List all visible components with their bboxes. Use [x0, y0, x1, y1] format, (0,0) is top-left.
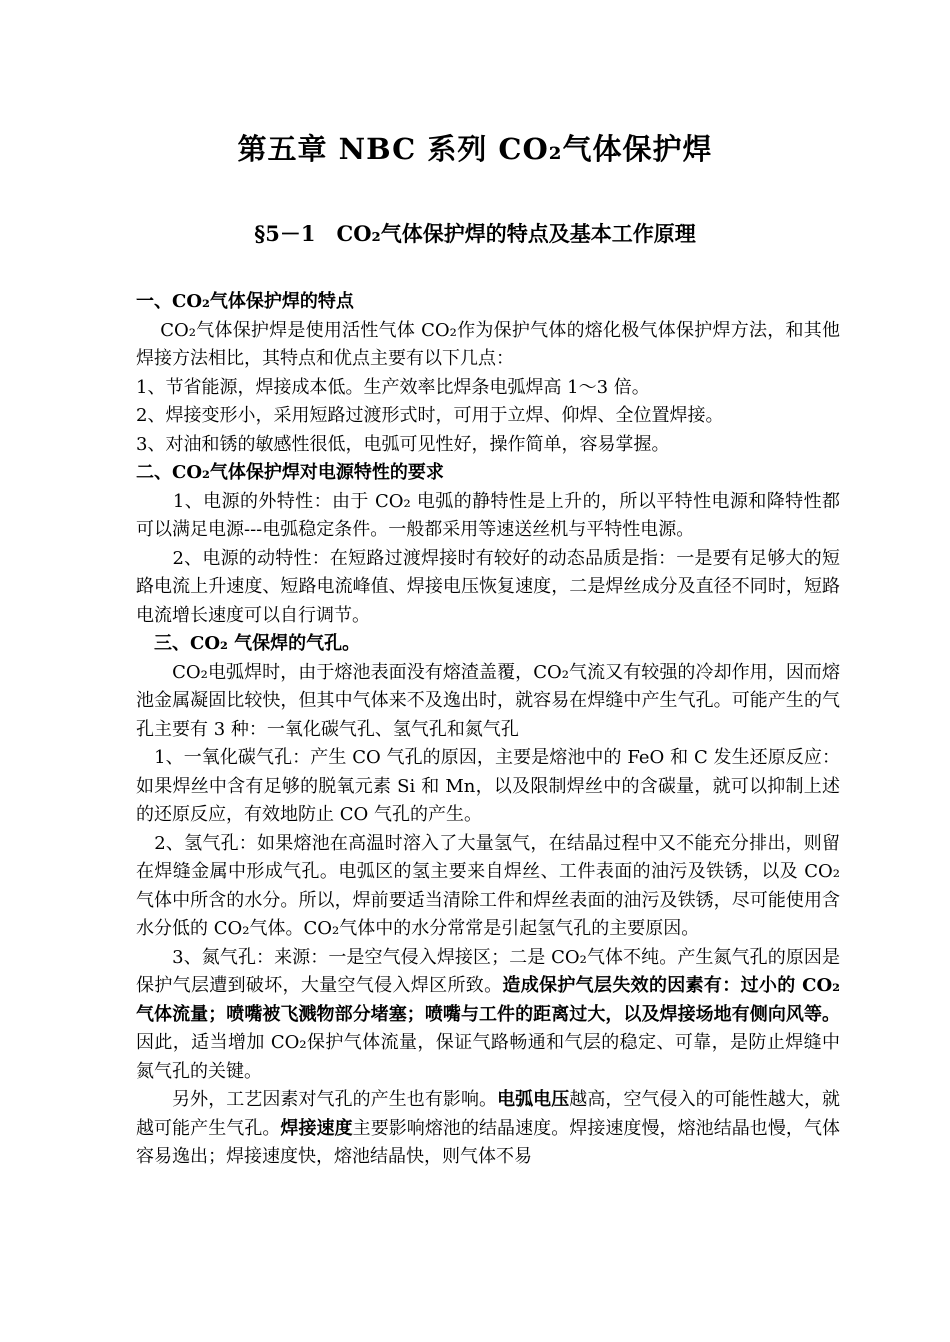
list-item: 1、节省能源，焊接成本低。生产效率比焊条电弧焊高 1～3 倍。 [136, 376, 650, 398]
paragraph: 2、电源的动特性：在短路过渡焊接时有较好的动态品质是指：一是要有足够大的短路电流上升速度、短路电流峰值、焊接电压恢复速度，二是焊丝成分及直径不同时，短路电流增长速度可以自行调节。 [136, 547, 840, 626]
paragraph: CO₂气体保护焊是使用活性气体 CO₂作为保护气体的熔化极气体保护焊方法，和其他焊接方法相比，其特点和优点主要有以下几点： [136, 319, 840, 369]
heading-3: 三、CO₂ 气保焊的气孔。 [136, 633, 361, 654]
paragraph [136, 1086, 840, 1172]
paragraph: 1、电源的外特性：由于 CO₂ 电弧的静特性是上升的，所以平特性电源和降特性都可以满足电源---电弧稳定条件。一般都采用等速送丝机与平特性电源。 [136, 490, 840, 540]
heading-2: 二、CO₂气体保护焊对电源特性的要求 [136, 462, 444, 483]
bold-text-run: 焊接速度 [280, 1117, 353, 1139]
text-run: 越高，空气侵入的可能性越大，就越可能产生气孔。 [136, 1089, 841, 1139]
document-body [136, 288, 840, 1172]
text-run: 3、氮气孔：来源：一是空气侵入焊接区；二是 CO₂气体不纯。产生氮气孔的原因是保护气层遭到破坏，大量空气侵入焊区所致。 [136, 946, 840, 996]
section-title: §5－1 CO₂气体保护焊的特点及基本工作原理 [254, 221, 696, 246]
paragraph: 1、一氧化碳气孔：产生 CO 气孔的原因，主要是熔池中的 FeO 和 C 发生还原反应：如果焊丝中含有足够的脱氧元素 Si 和 Mn，以及限制焊丝中的含碳量，就可以抑制上述的还原反应，有效地防止 CO 气孔的产生。 [136, 747, 840, 825]
paragraph [136, 944, 840, 1087]
paragraph: CO₂电弧焊时，由于熔池表面没有熔渣盖覆，CO₂气流又有较强的冷却作用，因而熔池金属凝固比较快，但其中气体来不及逸出时，就容易在焊缝中产生气孔。可能产生的气孔主要有 3 种：一氧化碳气孔、氢气孔和氮气孔 [136, 661, 840, 740]
heading-1: 一、CO₂气体保护焊的特点 [136, 291, 354, 312]
bold-text-run: 电弧电压 [497, 1089, 570, 1110]
list-item: 2、焊接变形小，采用短路过渡形式时，可用于立焊、仰焊、全位置焊接。 [136, 405, 724, 426]
list-item: 3、对油和锈的敏感性很低，电弧可见性好，操作简单，容易掌握。 [136, 433, 670, 455]
page-title: 第五章 NBC 系列 CO₂气体保护焊 [237, 132, 713, 166]
bold-text-run: 造成保护气层失效的因素有：过小的 CO₂气体流量；喷嘴被飞溅物部分堵塞；喷嘴与工件的距离过大，以及焊接场地有侧向风等。 [136, 975, 841, 1025]
text-run: 另外，工艺因素对气孔的产生也有影响。 [136, 1089, 498, 1110]
text-run: 因此，适当增加 CO₂保护气体流量，保证气路畅通和气层的稳定、可靠，是防止焊缝中氮气孔的关键。 [136, 1032, 840, 1082]
paragraph: 2、氢气孔：如果熔池在高温时溶入了大量氢气，在结晶过程中又不能充分排出，则留在焊缝金属中形成气孔。电弧区的氢主要来自焊丝、工件表面的油污及铁锈，以及 CO₂气体中所含的水分。所以，焊前要适当清除工件和焊丝表面的油污及铁锈，尽可能使用含水分低的 CO₂气体。CO₂气体中的水分常常是引起氢气孔的主要原因。 [136, 832, 840, 939]
text-run: 主要影响熔池的结晶速度。焊接速度慢，熔池结晶也慢，气体容易逸出；焊接速度快，熔池结晶快，则气体不易 [136, 1117, 841, 1167]
